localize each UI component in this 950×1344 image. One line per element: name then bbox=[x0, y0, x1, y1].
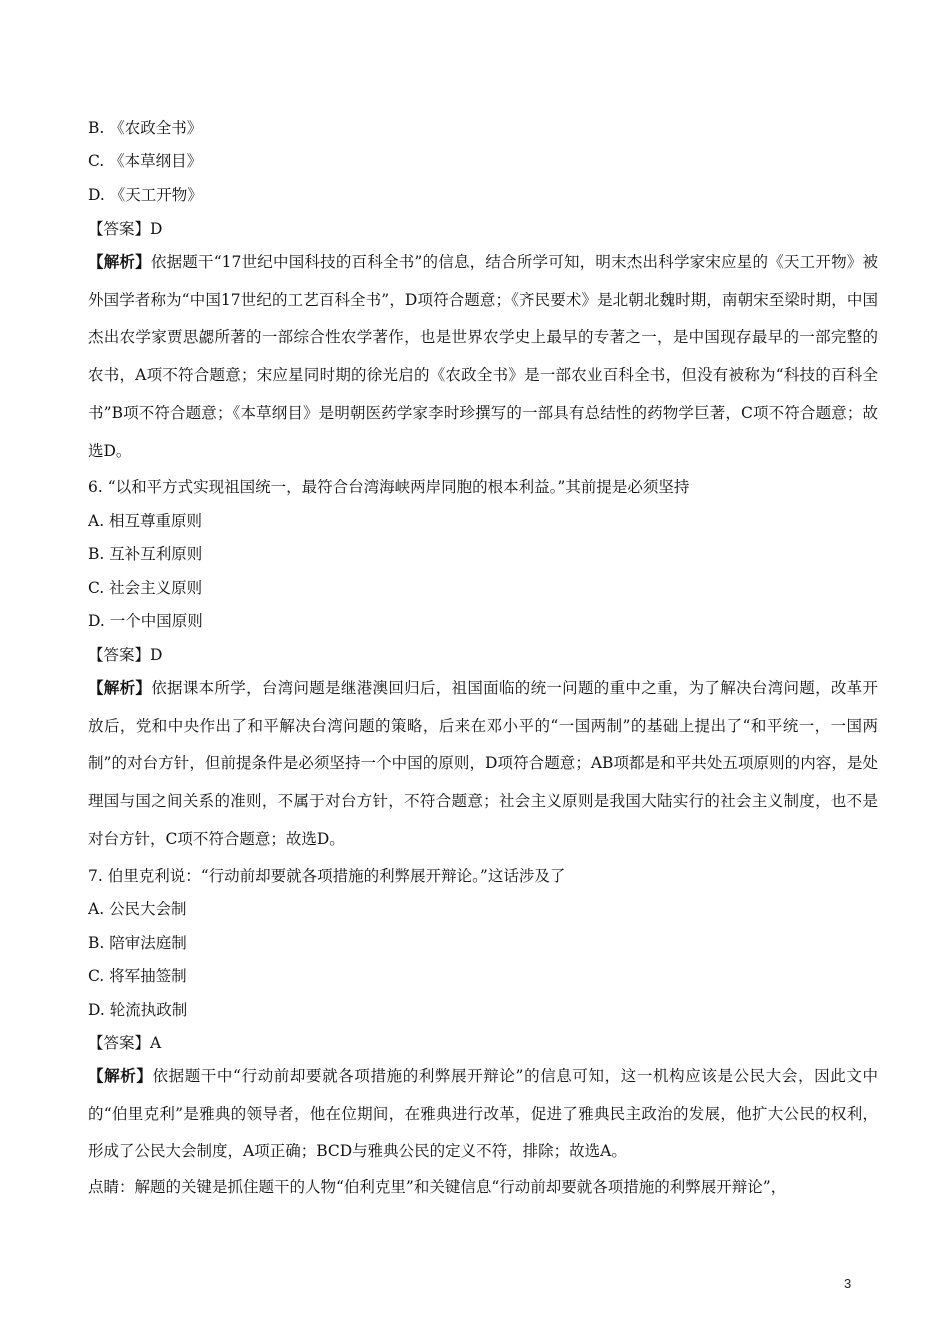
q6-option-b: B. 互补互利原则 bbox=[88, 545, 203, 563]
q7-option-c: C. 将军抽签制 bbox=[88, 967, 187, 985]
q6-stem: 6. “以和平方式实现祖国统一，最符合台湾海峡两岸同胞的根本利益。”其前提是必须坚持 bbox=[88, 478, 690, 496]
page-number: 3 bbox=[844, 1276, 852, 1291]
q6-option-c: C. 社会主义原则 bbox=[88, 579, 203, 597]
q6-option-d: D. 一个中国原则 bbox=[88, 612, 203, 630]
q7-option-b: B. 陪审法庭制 bbox=[88, 934, 187, 952]
q6-answer: 【答案】D bbox=[88, 646, 163, 664]
q5-analysis bbox=[88, 243, 878, 470]
q7-option-a: A. 公民大会制 bbox=[88, 900, 187, 918]
q7-analysis bbox=[88, 1057, 878, 1171]
q6-analysis bbox=[88, 669, 878, 859]
q6-analysis-text: 依据课本所学，台湾问题是继港澳回归后，祖国面临的统一问题的重中之重，为了解决台湾问题，改革开放后，党和中央作出了和平解决台湾问题的策略，后来在邓小平的“一国两制”的基础上提出了“和平统一，一国两制”的对台方针，但前提条件是必须坚持一个中国的原则，D项符合题意；AB项都是和平共处五项原则的内容，是处理国与国之间关系的准则，不属于对台方针，不符合题意；社会主义原则是我国大陆实行的社会主义制度，也不是对台方针，C项不符合题意；故选D。 bbox=[88, 679, 878, 848]
q6-analysis-tag: 【解析】 bbox=[88, 678, 152, 697]
q7-analysis-tag: 【解析】 bbox=[88, 1066, 153, 1085]
q5-option-b: B. 《农政全书》 bbox=[88, 119, 203, 137]
q5-answer: 【答案】D bbox=[88, 220, 163, 238]
q5-analysis-tag: 【解析】 bbox=[88, 252, 151, 271]
q6-option-a: A. 相互尊重原则 bbox=[88, 512, 203, 530]
q7-answer: 【答案】A bbox=[88, 1034, 162, 1052]
q5-analysis-text: 依据题干“17世纪中国科技的百科全书”的信息，结合所学可知，明末杰出科学家宋应星的《天工开物》被外国学者称为“中国17世纪的工艺百科全书”，D项符合题意；《齐民要术》是北朝北魏时期，南朝宋至梁时期，中国杰出农学家贾思勰所著的一部综合性农学著作，也是世界农学史上最早的专著之一，是中国现存最早的一部完整的农书，A项不符合题意；宋应星同时期的徐光启的《农政全书》是一部农业百科全书，但没有被称为“科技的百科全书”B项不符合题意；《本草纲目》是明朝医药学家李时珍撰写的一部具有总结性的药物学巨著，C项不符合题意；故选D。 bbox=[88, 253, 878, 460]
q7-note: 点睛：解题的关键是抓住题干的人物“伯利克里”和关键信息“行动前却要就各项措施的利弊展开辩论”， bbox=[88, 1178, 787, 1196]
q7-option-d: D. 轮流执政制 bbox=[88, 1001, 188, 1019]
q7-analysis-text: 依据题干中“行动前却要就各项措施的利弊展开辩论”的信息可知，这一机构应该是公民大会，因此文中的“伯里克利”是雅典的领导者，他在位期间，在雅典进行改革，促进了雅典民主政治的发展，他扩大公民的权利，形成了公民大会制度，A项正确；BCD与雅典公民的定义不符，排除；故选A。 bbox=[88, 1067, 878, 1161]
q5-option-c: C. 《本草纲目》 bbox=[88, 152, 203, 170]
q7-stem: 7. 伯里克利说：“行动前却要就各项措施的利弊展开辩论。”这话涉及了 bbox=[88, 867, 566, 885]
q5-option-d: D. 《天工开物》 bbox=[88, 186, 203, 204]
